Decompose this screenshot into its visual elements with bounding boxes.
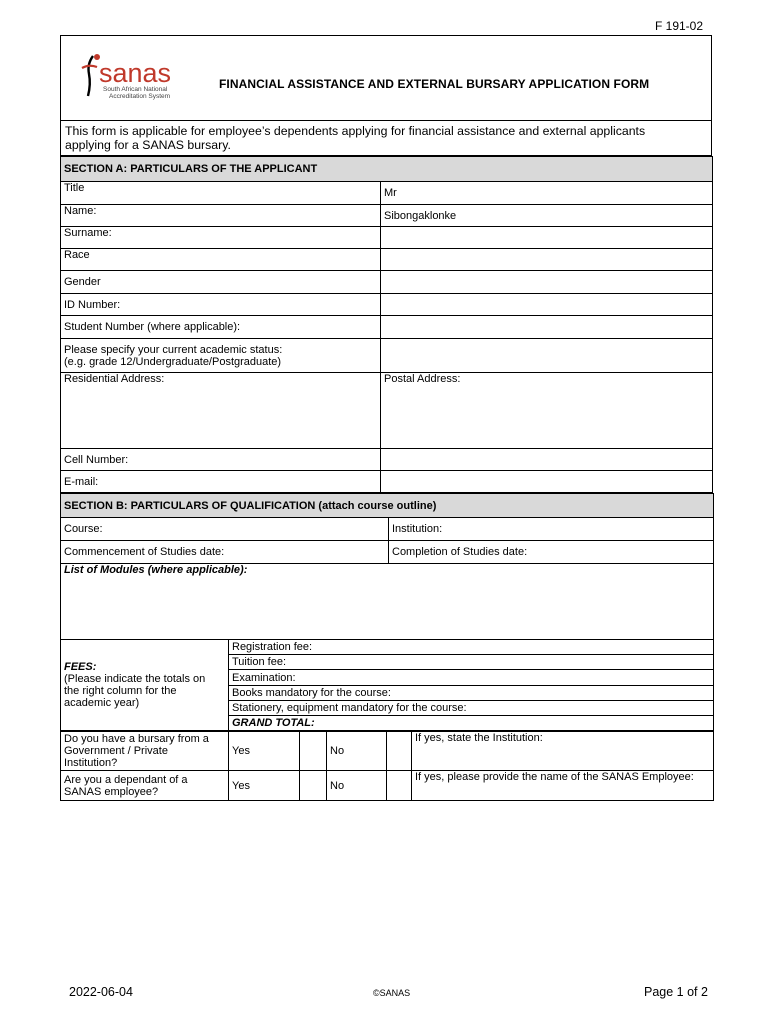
sanas-employee-label: If yes, please provide the name of the SANAS Employee: <box>415 771 694 783</box>
form-title: FINANCIAL ASSISTANCE AND EXTERNAL BURSARY APPLICATION FORM <box>219 77 650 91</box>
course-label: Course: <box>64 523 103 535</box>
bursary-question-line-2: Government / Private <box>64 745 168 757</box>
gender-field[interactable] <box>381 271 713 294</box>
title-field[interactable]: Mr <box>381 182 713 205</box>
bursary-no-box[interactable] <box>387 732 412 771</box>
bursary-yes-label: Yes <box>229 732 300 771</box>
surname-label: Surname: <box>61 227 381 249</box>
books-label: Books mandatory for the course: <box>232 687 391 699</box>
student-number-label: Student Number (where applicable): <box>61 316 381 339</box>
commencement-date-label: Commencement of Studies date: <box>64 546 225 558</box>
bursary-institution-label: If yes, state the Institution: <box>415 732 543 744</box>
bursary-question-line-1: Do you have a bursary from a <box>64 733 209 745</box>
institution-field[interactable] <box>389 518 714 541</box>
dependant-question <box>61 771 229 801</box>
form-header <box>60 35 712 121</box>
svg-text:sanas: sanas <box>99 58 172 88</box>
modules-field[interactable] <box>61 564 714 640</box>
modules-label: List of Modules (where applicable): <box>64 564 248 576</box>
questions-table <box>60 731 714 801</box>
dependant-no-box[interactable] <box>387 771 412 801</box>
footer-page-number: Page 1 of 2 <box>644 985 708 999</box>
email-field[interactable] <box>381 471 713 493</box>
fees-note-3: academic year) <box>64 697 140 709</box>
dependant-question-line-1: Are you a dependant of a <box>64 773 188 786</box>
cell-number-field[interactable] <box>381 449 713 471</box>
dependant-yes-box[interactable] <box>300 771 327 801</box>
sanas-employee-field[interactable] <box>412 771 714 801</box>
svg-text:South African National: South African National <box>103 86 168 93</box>
registration-fee-label: Registration fee: <box>232 641 313 653</box>
academic-status-line-2: (e.g. grade 12/Undergraduate/Postgraduate) <box>64 355 282 368</box>
svg-text:Accreditation System: Accreditation System <box>109 93 171 100</box>
grand-total-label: GRAND TOTAL: <box>232 717 315 729</box>
surname-field[interactable] <box>381 227 713 249</box>
academic-status-label <box>61 339 381 373</box>
stationery-label: Stationery, equipment mandatory for the course: <box>232 702 467 714</box>
academic-status-line-1: Please specify your current academic status: <box>64 343 283 356</box>
tuition-fee-label: Tuition fee: <box>232 656 287 668</box>
fees-description <box>61 640 229 731</box>
grand-total-field[interactable] <box>229 716 714 731</box>
postal-address-field[interactable] <box>381 373 713 449</box>
id-number-field[interactable] <box>381 294 713 316</box>
dependant-question-line-2: SANAS employee? <box>64 785 159 798</box>
examination-field[interactable] <box>229 670 714 686</box>
name-field[interactable]: Sibongaklonke <box>381 205 713 227</box>
cell-number-label: Cell Number: <box>61 449 381 471</box>
dependant-yes-label: Yes <box>229 771 300 801</box>
academic-status-field[interactable] <box>381 339 713 373</box>
intro-line-2: applying for a SANAS bursary. <box>65 138 231 152</box>
sanas-logo <box>79 50 209 106</box>
form-code: F 191-02 <box>655 19 704 33</box>
id-number-label: ID Number: <box>61 294 381 316</box>
course-field[interactable] <box>61 518 389 541</box>
completion-date-label: Completion of Studies date: <box>392 546 528 558</box>
bursary-question-line-3: Institution? <box>64 757 118 769</box>
dependant-no-label: No <box>327 771 387 801</box>
title-label: Title <box>61 182 381 205</box>
books-field[interactable] <box>229 686 714 701</box>
stationery-field[interactable] <box>229 701 714 716</box>
examination-label: Examination: <box>232 671 296 684</box>
postal-address-label: Postal Address: <box>384 373 461 385</box>
email-label: E-mail: <box>61 471 381 493</box>
name-label: Name: <box>61 205 381 227</box>
race-label: Race <box>61 249 381 271</box>
residential-address-field[interactable] <box>61 373 381 449</box>
institution-label: Institution: <box>392 523 443 535</box>
bursary-no-label: No <box>327 732 387 771</box>
commencement-date-field[interactable] <box>61 541 389 564</box>
fees-heading: FEES: <box>64 661 97 673</box>
completion-date-field[interactable] <box>389 541 714 564</box>
intro-line-1: This form is applicable for employee’s dependents applying for financial assistance and external applicants <box>65 124 646 138</box>
bursary-question <box>61 732 229 771</box>
gender-label: Gender <box>61 271 381 294</box>
footer-copyright: ©SANAS <box>373 988 411 998</box>
bursary-yes-box[interactable] <box>300 732 327 771</box>
form-intro <box>60 121 712 156</box>
fees-note-1: (Please indicate the totals on <box>64 673 206 685</box>
section-b-heading: SECTION B: PARTICULARS OF QUALIFICATION (attach course outline) <box>61 494 714 518</box>
fees-note-2: the right column for the <box>64 685 177 697</box>
footer-date: 2022-06-04 <box>69 985 133 999</box>
race-field[interactable] <box>381 249 713 271</box>
section-b-table <box>60 493 714 640</box>
section-a-heading: SECTION A: PARTICULARS OF THE APPLICANT <box>61 157 713 182</box>
registration-fee-field[interactable] <box>229 640 714 655</box>
bursary-institution-field[interactable] <box>412 732 714 771</box>
student-number-field[interactable] <box>381 316 713 339</box>
section-a-table <box>60 156 713 493</box>
tuition-fee-field[interactable] <box>229 655 714 670</box>
fees-table <box>60 639 714 731</box>
residential-address-label: Residential Address: <box>64 373 165 385</box>
